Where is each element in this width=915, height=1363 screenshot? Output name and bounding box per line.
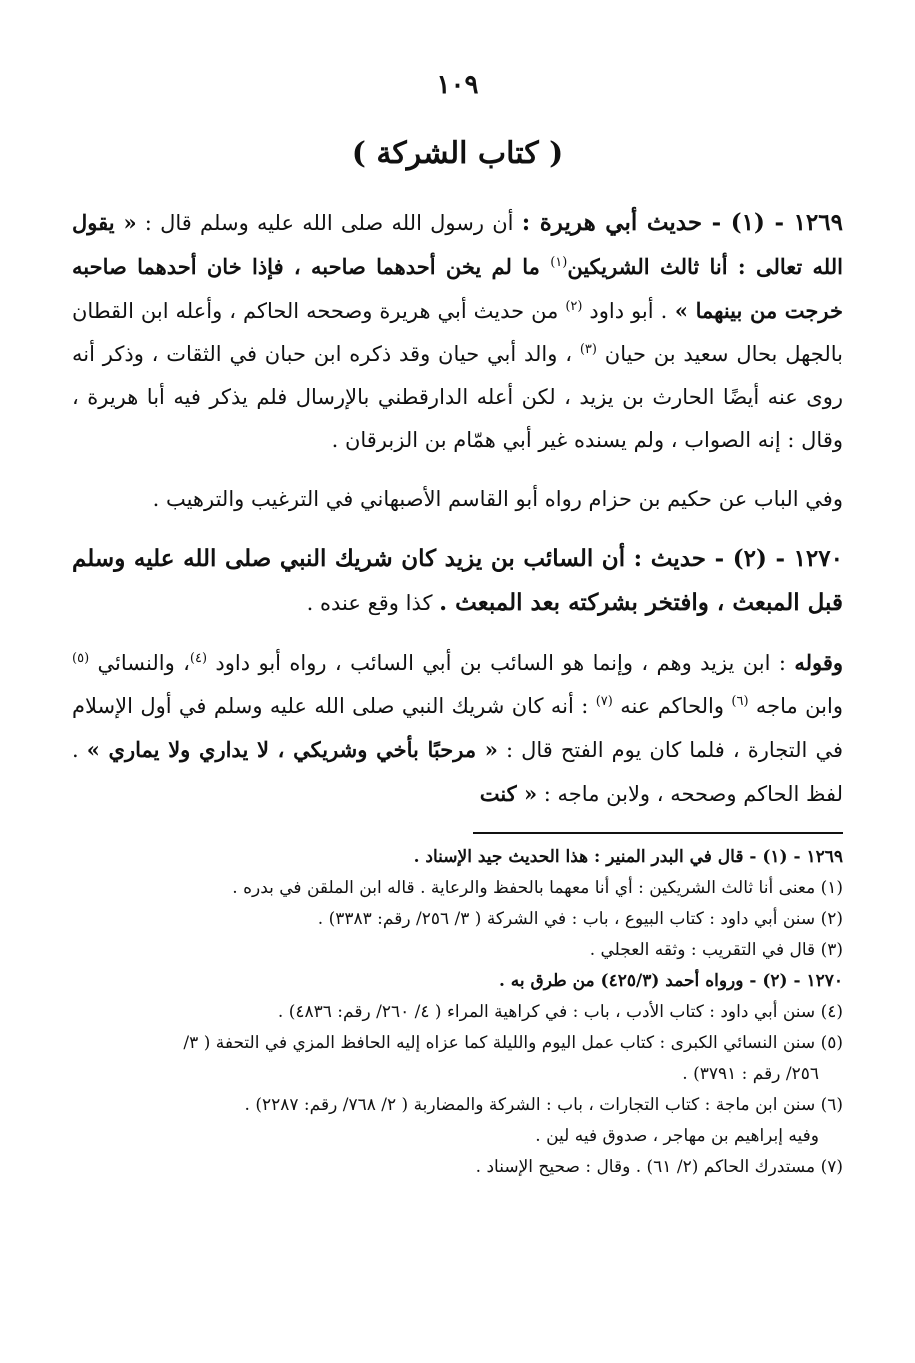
footnote-3: (٣) قال في التقريب : وثقه العجلي . — [589, 940, 843, 960]
qawluhu-quote: « مرحبًا بأخي وشريكي ، لا يداري ولا يماري » — [86, 737, 498, 762]
qawluhu-text-b: ، والنسائي — [89, 651, 190, 675]
footnote-ref-6[interactable]: (٦) — [731, 694, 749, 709]
hadith-1270-note: كذا وقع عنده . — [306, 591, 440, 615]
hadith-1270-paragraph — [72, 537, 843, 625]
footnote-5-continued: ٢٥٦/ رقم : ٣٧٩١) . — [682, 1064, 819, 1084]
footnote-1270-heading: ١٢٧٠ - (٢) - ورواه أحمد (٤٢٥/٣) من طرق به . — [498, 971, 843, 991]
qawluhu-paragraph — [72, 641, 843, 816]
hadith-1269-commentary-a: من حديث أبي هريرة وصححه الحاكم ، وأعله ابن القطان بالجهل بحال سعيد بن حيان — [72, 299, 843, 366]
footnote-1: (١) معنى أنا ثالث الشريكين : أي أنا معهما بالحفظ والرعاية . قاله ابن الملقن في بدره . — [232, 878, 843, 898]
footnote-1269-heading: ١٢٦٩ - (١) - قال في البدر المنير : هذا الحديث جيد الإسناد . — [413, 847, 843, 867]
footnote-5: (٥) سنن النسائي الكبرى : كتاب عمل اليوم والليلة كما عزاه إليه الحافظ المزي في التحفة ( ٣/ — [183, 1033, 843, 1053]
footnote-divider — [473, 832, 843, 834]
main-text — [72, 201, 843, 816]
hadith-1269-abu-dawud: . أبو داود — [582, 299, 668, 323]
hadith-1269-commentary-b: ، والد أبي حيان وقد ذكره ابن حبان في الثقات ، وذكر أنه روى عنه أيضًا الحارث بن يزيد ، لكن أعله الدارقطني بالإرسال فلم يذكر فيه أبا هريرة ، وقال : إنه الصواب ، ولم يسنده غير أبي همّام بن الزبرقان . — [72, 342, 843, 452]
book-title: ( كتاب الشركة ) — [351, 136, 564, 171]
footnote-4: (٤) سنن أبي داود : كتاب الأدب ، باب : في كراهية المراء ( ٤/ ٢٦٠/ رقم: ٤٨٣٦) . — [277, 1002, 843, 1022]
footnote-ref-4[interactable]: (٤) — [189, 651, 208, 666]
hadith-1269-quote-start: « يقول الله تعالى : أنا ثالث الشريكين — [72, 210, 843, 279]
footnote-ref-7[interactable]: (٧) — [595, 694, 613, 709]
footnote-ref-1[interactable]: (١) — [550, 255, 568, 270]
hadith-1270-heading: ١٢٧٠ - (٢) - حديث : أن السائب بن يزيد كان شريك النبي صلى الله عليه وسلم قبل المبعث ، وافتخر بشركته بعد المبعث . — [72, 545, 843, 616]
qawluhu-text-a: : ابن يزيد وهم ، وإنما هو السائب بن أبي السائب ، رواه أبو داود — [207, 651, 795, 675]
footnote-ref-2[interactable]: (٢) — [565, 299, 583, 314]
footnote-6: (٦) سنن ابن ماجة : كتاب التجارات ، باب : الشركة والمضاربة ( ٢/ ٧٦٨/ رقم: ٢٢٨٧) . — [244, 1095, 843, 1115]
qawluhu-quote-continued: « كنت — [479, 781, 538, 806]
qawluhu-word: وقوله — [794, 650, 843, 675]
page-number: ١٠٩ — [436, 70, 479, 100]
footnote-ref-3[interactable]: (٣) — [579, 342, 597, 357]
page — [72, 70, 843, 1333]
hadith-1269-paragraph — [72, 201, 843, 462]
hadith-1269-intro: أن رسول الله صلى الله عليه وسلم قال : — [136, 211, 522, 235]
qawluhu-text-d: والحاكم عنه — [612, 694, 732, 718]
footnote-2: (٢) سنن أبي داود : كتاب البيوع ، باب : في الشركة ( ٣/ ٢٥٦/ رقم: ٣٣٨٣) . — [317, 909, 843, 929]
footnote-7: (٧) مستدرك الحاكم (٢/ ٦١) . وقال : صحيح الإسناد . — [475, 1157, 843, 1177]
fil-bab-paragraph: وفي الباب عن حكيم بن حزام رواه أبو القاسم الأصبهاني في الترغيب والترهيب . — [152, 487, 843, 511]
footnote-6-continued: وفيه إبراهيم بن مهاجر ، صدوق فيه لين . — [535, 1126, 819, 1146]
qawluhu-text-e: : أنه كان شريك النبي صلى الله عليه وسلم في أول الإسلام في التجارة ، فلما كان يوم الفتح قال : — [72, 694, 843, 762]
qawluhu-text-f: . لفظ الحاكم وصححه ، ولابن ماجه : — [72, 738, 843, 806]
footnote-ref-5[interactable]: (٥) — [72, 651, 90, 666]
hadith-1269-quote-end: ما لم يخن أحدهما صاحبه ، فإذا خان أحدهما صاحبه خرجت من بينهما » — [72, 254, 843, 323]
hadith-1269-heading: ١٢٦٩ - (١) - حديث أبي هريرة : — [521, 209, 843, 236]
qawluhu-text-c: وابن ماجه — [748, 694, 843, 718]
footnotes — [72, 842, 843, 1183]
